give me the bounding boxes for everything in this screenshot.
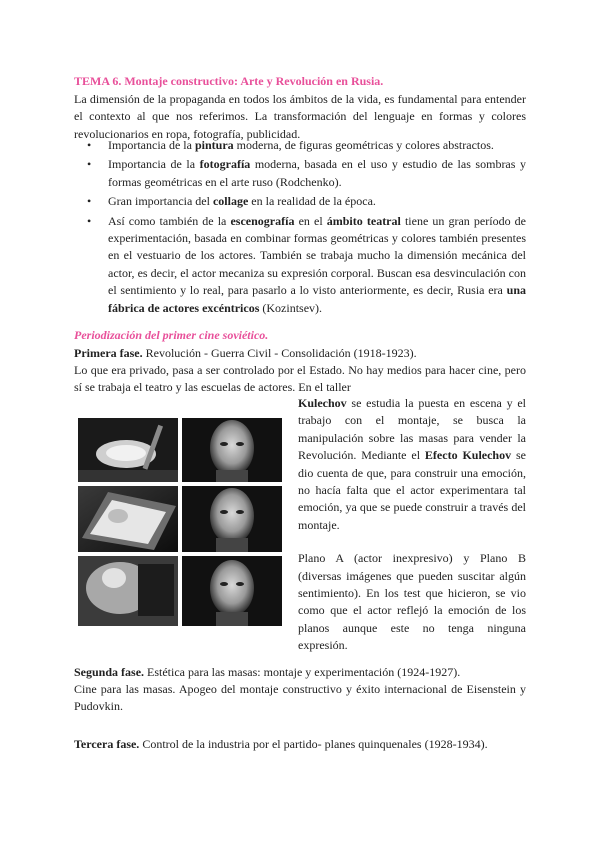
phase1-paragraph: Lo que era privado, pasa a ser controlado por el Estado. No hay medios para hacer cine, pero sí se trabaja el teatro y las escuelas de actores. En el taller: [74, 363, 526, 395]
phase1-right-column: [298, 395, 526, 655]
bullet-item: • Gran importancia del collage en la realidad de la época.: [74, 193, 526, 210]
bullet-item: • Importancia de la fotografía moderna, basada en el uso y estudio de las sombras y formas geométricas en el arte ruso (Rodchenko).: [87, 157, 526, 189]
phase3-heading: Tercera fase. Control de la industria por el partido- planes quinquenales (1928-1934).: [74, 737, 488, 751]
phase2-paragraph: Cine para las masas. Apogeo del montaje constructivo y éxito internacional de Eisenstein y Pudovkin.: [74, 682, 526, 714]
bullet-list: [74, 137, 526, 319]
actor-face-3: [182, 556, 282, 626]
actor-face-1: [182, 418, 282, 482]
actor-face-2: [182, 486, 282, 552]
bullet-item: • Importancia de la pintura moderna, de figuras geométricas y colores abstractos.: [74, 137, 526, 154]
bullet-icon: •: [87, 157, 92, 172]
kuleshov-effect-image: [78, 418, 282, 626]
intro-paragraph: La dimensión de la propaganda en todos los ámbitos de la vida, es fundamental para entender el contexto al que nos referimos. La transformación del lenguaje en formas y colores revolucionarios en ropa, fotografía, publicidad.: [74, 92, 526, 141]
bullet-icon: •: [87, 213, 92, 228]
bullet-icon: •: [87, 138, 92, 152]
coffin-still: [78, 486, 178, 552]
section-title: Periodización del primer cine soviético.: [74, 328, 269, 342]
soup-bowl-still: [78, 418, 178, 482]
bullet-item: • Así como también de la escenografía en el ámbito teatral tiene un gran período de experimentación, basada en combinar formas geométricas y colores también presentes en el vestuario de los actores. También se trabaja mucho la dimensión mecánica del actor, es decir, el actor mecaniza su expresión corporal. Buscan esa desvinculación con el sentimiento y lo real, para pasarlo a lo visto anteriormente, es decir, Rusia era una fábrica de actores excéntricos (Kozintsev).: [87, 213, 526, 315]
bullet-icon: •: [87, 194, 92, 209]
child-still: [78, 556, 178, 626]
kulechov-paragraph: Kulechov se estudia la puesta en escena y el trabajo con el montaje, se busca la manipulación sobre las masas para vender la Revolución. Mediante el Efecto Kulechov se dio cuenta de que, para construir una emoción, no hacía falta que el actor experimentara tal emoción, ya que se puede construir a través del montaje.: [298, 396, 526, 532]
page-title: TEMA 6. Montaje constructivo: Arte y Revolución en Rusia.: [74, 74, 384, 88]
plano-paragraph: Plano A (actor inexpresivo) y Plano B (diversas imágenes que pueden suscitar algún sentimiento). En los test que hicieron, se vio como que el actor reflejó la emoción de los planos aunque este no tenga ninguna expresión.: [298, 551, 526, 653]
phase2-heading: Segunda fase. Estética para las masas: montaje y experimentación (1924-1927).: [74, 665, 461, 679]
phase1-heading: Primera fase. Revolución - Guerra Civil - Consolidación (1918-1923).: [74, 346, 417, 360]
